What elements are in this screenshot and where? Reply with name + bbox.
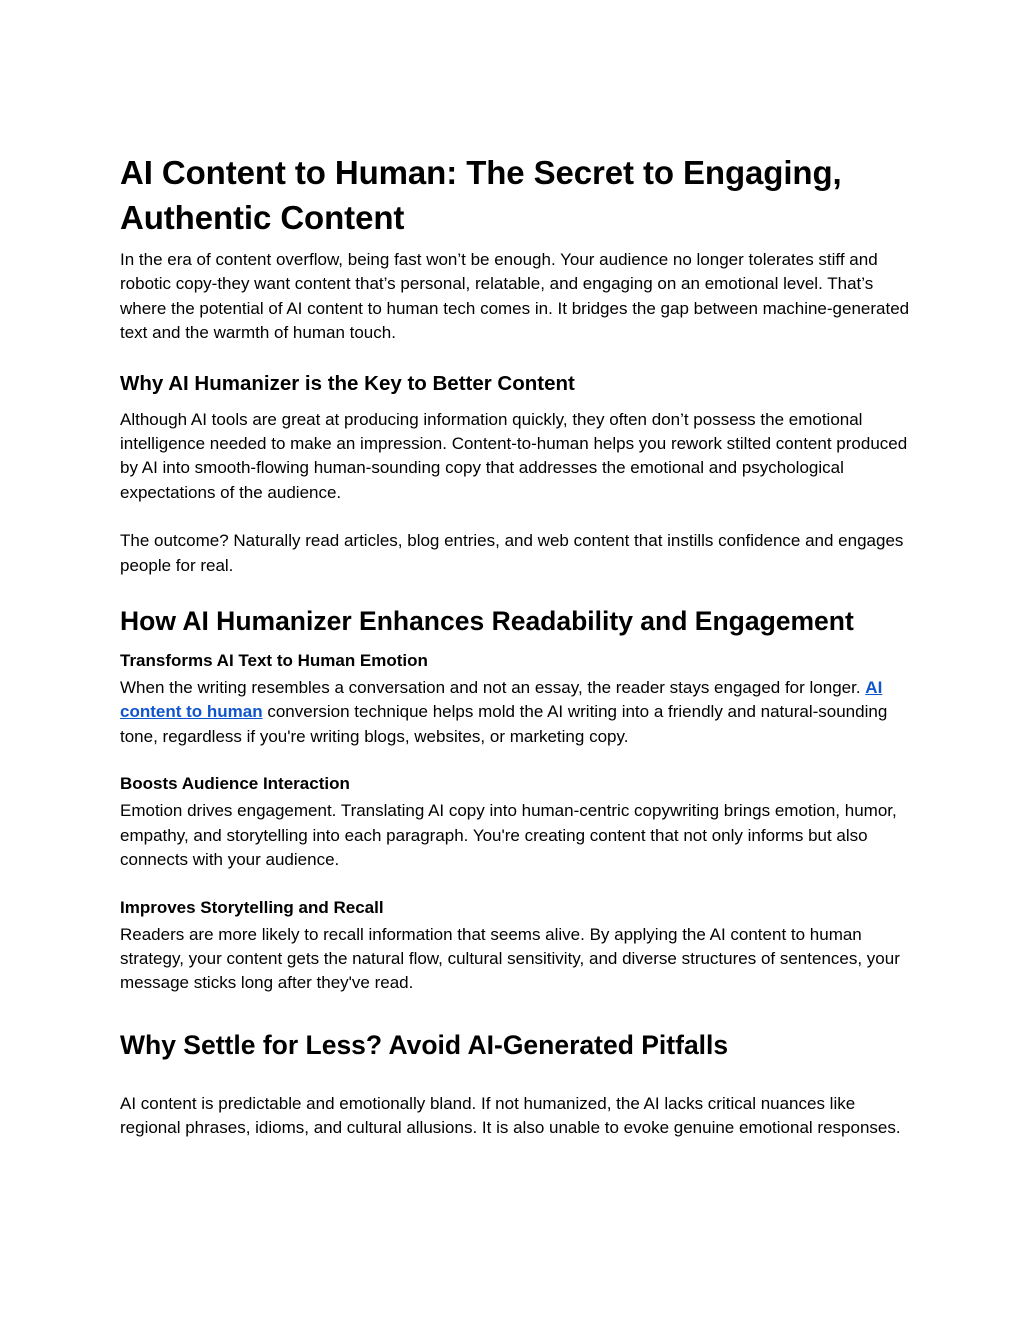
subsection-paragraph-interaction: Emotion drives engagement. Translating AI copy into human-centric copywriting brings emotion, humor, empathy, and storytelling into each paragraph. You're creating content that not only informs but also connects with your audience.: [120, 801, 897, 870]
ai-content-to-human-link[interactable]: AI content to human: [120, 678, 883, 722]
subsection-heading-storytelling: Improves Storytelling and Recall: [120, 897, 384, 917]
section3-paragraph: AI content is predictable and emotionally bland. If not humanized, the AI lacks critical nuances like regional phrases, idioms, and cultural allusions. It is also unable to evoke genuine emotional responses.: [120, 1093, 901, 1138]
section1-heading: Why AI Humanizer is the Key to Better Content: [120, 371, 575, 395]
section1-paragraph-2: The outcome? Naturally read articles, blog entries, and web content that instills confidence and engages people for real.: [120, 531, 904, 575]
section1-paragraph-1: Although AI tools are great at producing information quickly, they often don’t possess the emotional intelligence needed to make an impression. Content-to-human helps you rework stilted content produced by AI into smooth-flowing human-sounding copy that addresses the emotional and psychological expectations of the audience.: [120, 409, 908, 502]
subsection-heading-emotion: Transforms AI Text to Human Emotion: [120, 651, 428, 671]
paragraph-text: When the writing resembles a conversation and not an essay, the reader stays engaged for longer.: [120, 678, 866, 698]
document-title: AI Content to Human: The Secret to Engaging, Authentic Content: [120, 154, 842, 236]
paragraph-text: conversion technique helps mold the AI writing into a friendly and natural-sounding tone, regardless if you're writing blogs, websites, or marketing copy.: [120, 702, 888, 746]
document-page: [120, 150, 910, 1141]
subsection-paragraph-emotion: [120, 676, 910, 749]
intro-paragraph: In the era of content overflow, being fast won’t be enough. Your audience no longer tolerates stiff and robotic copy-they want content that’s personal, relatable, and engaging on an emotional level. That’s where the potential of AI content to human tech comes in. It bridges the gap between machine-generated text and the warmth of human touch.: [120, 250, 910, 343]
section3-heading: Why Settle for Less? Avoid AI-Generated Pitfalls: [120, 1029, 729, 1060]
subsection-paragraph-storytelling: Readers are more likely to recall information that seems alive. By applying the AI content to human strategy, your content gets the natural flow, cultural sensitivity, and diverse structures of sentences, your message sticks long after they've read.: [120, 924, 900, 993]
section2-heading: How AI Humanizer Enhances Readability and Engagement: [120, 606, 854, 637]
subsection-heading-interaction: Boosts Audience Interaction: [120, 774, 350, 794]
